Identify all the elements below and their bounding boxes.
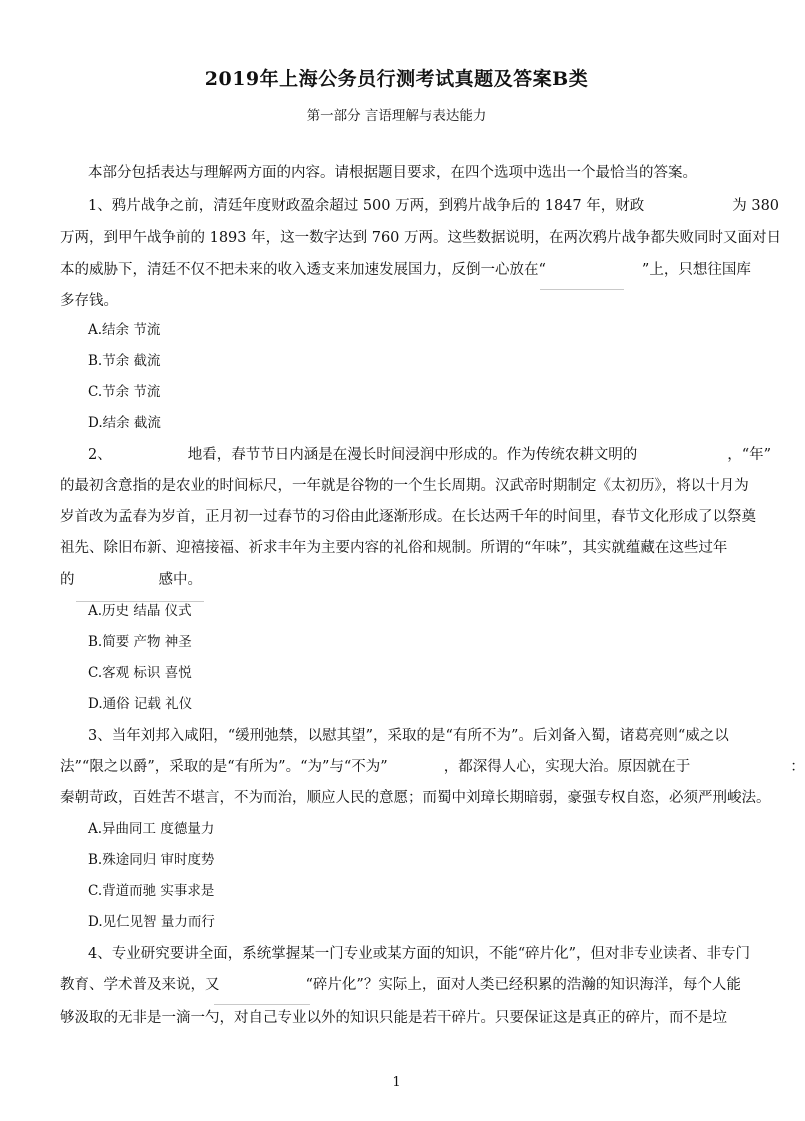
q2-option-a: A.历史 结晶 仪式 (88, 603, 192, 619)
q3-option-a: A.异曲同工 度德量力 (88, 821, 215, 837)
q1-line-3: 本的威胁下，清廷不仅不把未来的收入透支来加速发展国力，反倒一心放在“ ”上，只想往国库 (60, 262, 751, 278)
intro-paragraph: 本部分包括表达与理解两方面的内容。请根据题目要求，在四个选项中选出一个最恰当的答案。 (88, 165, 697, 181)
q2-line-5: 的 感中。 (60, 572, 202, 588)
q1-option-c: C.节余 节流 (88, 384, 161, 400)
q3-line-2: 法”“限之以爵”，采取的是“有所为”。“为”与“不为” ，都深得人心，实现大治。原因就在于 ： (60, 759, 805, 775)
q3-option-b: B.殊途同归 审时度势 (88, 852, 215, 868)
q3-option-c: C.背道而驰 实事求是 (88, 883, 215, 899)
section-subtitle: 第一部分 言语理解与表达能力 (306, 108, 487, 124)
q1-option-d: D.结余 截流 (88, 415, 161, 431)
q2-line-1: 2、 地看，春节节日内涵是在漫长时间浸润中形成的。作为传统农耕文明的 ，“年” (88, 447, 772, 463)
q4-line-1: 4、专业研究要讲全面，系统掌握某一门专业或某方面的知识，不能“碎片化”，但对非专业读者、非专门 (88, 946, 751, 962)
q2-option-b: B.简要 产物 神圣 (88, 634, 192, 650)
q3-line-3: 秦朝苛政，百姓苦不堪言，不为而治，顺应人民的意愿；而蜀中刘璋长期暗弱，豪强专权自恣，必须严刑峻法。 (60, 790, 771, 806)
q4-line-3: 够汲取的无非是一滴一勺，对自己专业以外的知识只能是若干碎片。只要保证这是真正的碎片，而不是垃 (60, 1010, 727, 1026)
q4-line-2: 教育、学术普及来说，又 “碎片化”？实际上，面对人类已经积累的浩瀚的知识海洋，每个人能 (60, 977, 741, 993)
q3-option-d: D.见仁见智 量力而行 (88, 914, 215, 930)
q1-line-1: 1、鸦片战争之前，清廷年度财政盈余超过 500 万两，到鸦片战争后的 1847 年，财政 为 380 (88, 198, 780, 214)
q1-blank-underline (540, 289, 624, 290)
document-title: 2019年上海公务员行测考试真题及答案B类 (204, 68, 589, 90)
q1-option-a: A.结余 节流 (88, 322, 161, 338)
q4-blank-underline (214, 1004, 310, 1005)
q2-line-2: 的最初含意指的是农业的时间标尺，一年就是谷物的一个生长周期。汉武帝时期制定《太初历》，将以十月为 (60, 478, 749, 494)
q1-option-b: B.节余 截流 (88, 353, 161, 369)
q1-line-2: 万两，到甲午战争前的 1893 年，这一数字达到 760 万两。这些数据说明，在两次鸦片战争都失败同时又面对日 (60, 230, 782, 246)
page-number: 1 (392, 1075, 401, 1090)
q2-line-4: 祖先、除旧布新、迎禧接福、祈求丰年为主要内容的礼俗和规制。所谓的“年味”，其实就蕴藏在这些过年 (60, 540, 728, 556)
q1-line-4: 多存钱。 (60, 293, 118, 309)
q2-option-d: D.通俗 记载 礼仪 (88, 696, 193, 712)
q3-line-1: 3、当年刘邦入咸阳，“缓刑弛禁，以慰其望”，采取的是“有所不为”。后刘备入蜀，诸葛亮则“威之以 (88, 728, 729, 744)
q2-line-3: 岁首改为孟春为岁首，正月初一过春节的习俗由此逐渐形成。在长达两千年的时间里，春节文化形成了以祭奠 (60, 509, 756, 525)
q2-option-c: C.客观 标识 喜悦 (88, 665, 192, 681)
